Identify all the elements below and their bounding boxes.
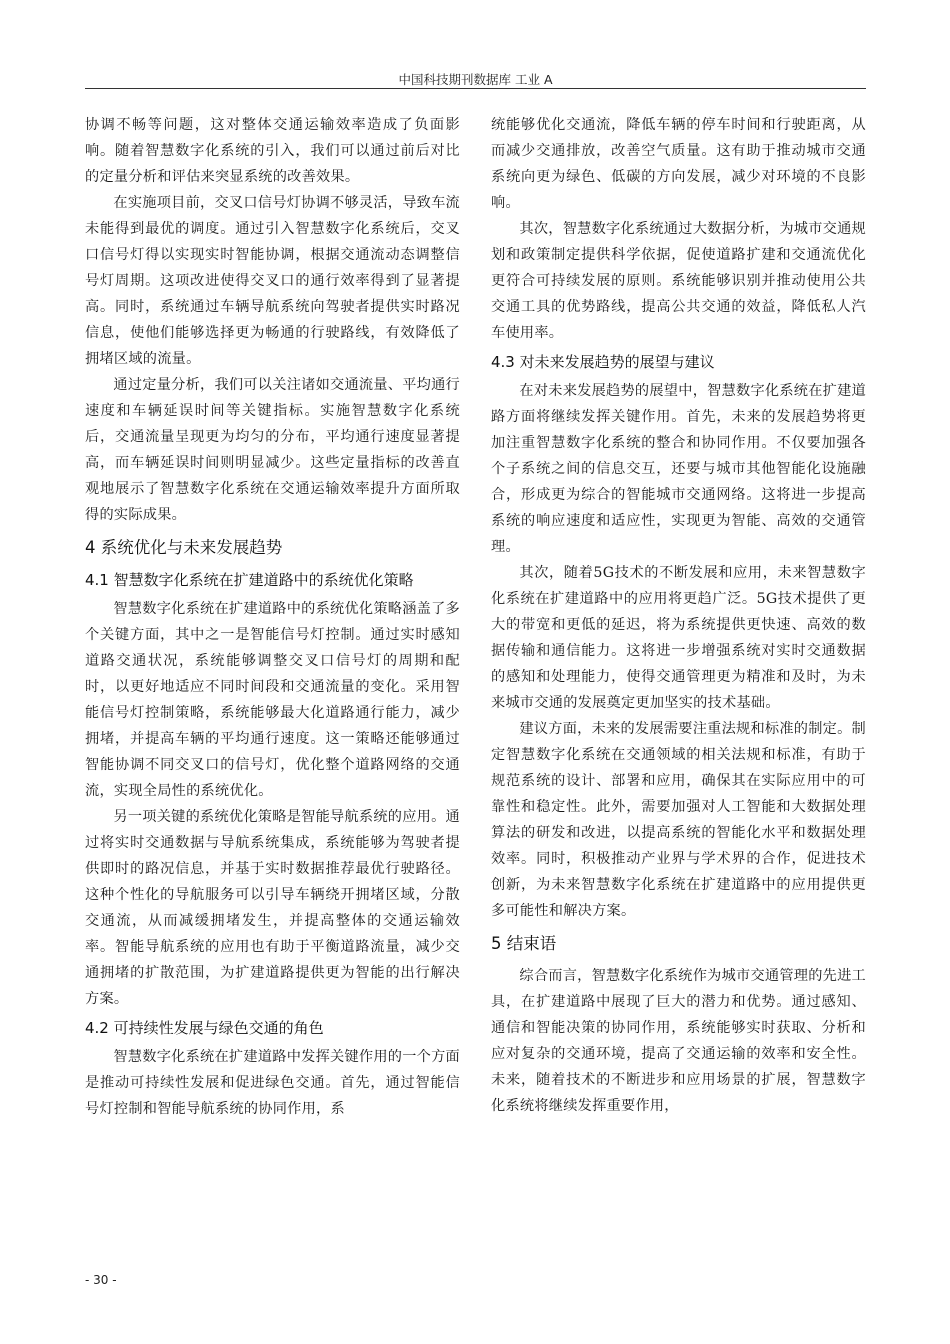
section-heading-5: 5 结束语: [491, 934, 557, 953]
paragraph: 在对未来发展趋势的展望中，智慧数字化系统在扩建道路方面将继续发挥关键作用。首先，未来的发展趋势将更加注重智慧数字化系统的整合和协同作用。不仅要加强各个子系统之间的信息交互，还要与城市其他智能化设施融合，形成更为综合的智能城市交通网络。这将进一步提高系统的响应速度和适应性，实现更为智能、高效的交通管理。: [491, 383, 866, 555]
paragraph: 其次，随着5G技术的不断发展和应用，未来智慧数字化系统在扩建道路中的应用将更趋广泛。5G技术提供了更大的带宽和更低的延迟，将为系统提供更快速、高效的数据传输和通信能力。这将进一步增强系统对实时交通数据的感知和处理能力，使得交通管理更为精准和及时，为未来城市交通的发展奠定更加坚实的技术基础。: [491, 565, 866, 711]
section-heading-4: 4 系统优化与未来发展趋势: [85, 538, 283, 557]
paragraph: 智慧数字化系统在扩建道路中的系统优化策略涵盖了多个关键方面，其中之一是智能信号灯控制。通过实时感知道路交通状况，系统能够调整交叉口信号灯的周期和配时，以更好地适应不同时间段和交通流量的变化。采用智能信号灯控制策略，系统能够最大化道路通行能力，减少拥堵，并提高车辆的平均通行速度。这一策略还能够通过智能协调不同交叉口的信号灯，优化整个道路网络的交通流，实现全局性的系统优化。: [85, 601, 460, 799]
subsection-heading-4-3: 4.3 对未来发展趋势的展望与建议: [491, 353, 715, 371]
subsection-heading-4-2: 4.2 可持续性发展与绿色交通的角色: [85, 1019, 324, 1037]
left-column: [85, 112, 460, 1122]
paragraph: 其次，智慧数字化系统通过大数据分析，为城市交通规划和政策制定提供科学依据，促使道路扩建和交通流优化更符合可持续发展的原则。系统能够识别并推动使用公共交通工具的优势路线，提高公共交通的效益，降低私人汽车使用率。: [491, 221, 866, 341]
page-number: - 30 -: [85, 1273, 117, 1287]
journal-header: 中国科技期刊数据库 工业 A: [398, 72, 553, 87]
paragraph: 在实施项目前，交叉口信号灯协调不够灵活，导致车流未能得到最优的调度。通过引入智慧数字化系统后，交叉口信号灯得以实现实时智能协调，根据交通流动态调整信号灯周期。这项改进使得交叉口的通行效率得到了显著提高。同时，系统通过车辆导航系统向驾驶者提供实时路况信息，使他们能够选择更为畅通的行驶路线，有效降低了拥堵区域的流量。: [85, 195, 460, 367]
header-rule: [85, 88, 866, 89]
right-column: [491, 112, 866, 1119]
paragraph: 建议方面，未来的发展需要注重法规和标准的制定。制定智慧数字化系统在交通领域的相关法规和标准，有助于规范系统的设计、部署和应用，确保其在实际应用中的可靠性和稳定性。此外，需要加强对人工智能和大数据处理算法的研发和改进，以提高系统的智能化水平和数据处理效率。同时，积极推动产业界与学术界的合作，促进技术创新，为未来智慧数字化系统在扩建道路中的应用提供更多可能性和解决方案。: [491, 721, 866, 919]
subsection-heading-4-1: 4.1 智慧数字化系统在扩建道路中的系统优化策略: [85, 571, 414, 589]
paragraph: 协调不畅等问题，这对整体交通运输效率造成了负面影响。随着智慧数字化系统的引入，我们可以通过前后对比的定量分析和评估来突显系统的改善效果。: [85, 117, 460, 185]
paragraph: 智慧数字化系统在扩建道路中发挥关键作用的一个方面是推动可持续性发展和促进绿色交通。首先，通过智能信号灯控制和智能导航系统的协同作用，系: [85, 1049, 460, 1117]
paragraph: 综合而言，智慧数字化系统作为城市交通管理的先进工具，在扩建道路中展现了巨大的潜力和优势。通过感知、通信和智能决策的协同作用，系统能够实时获取、分析和应对复杂的交通环境，提高了交通运输的效率和安全性。未来，随着技术的不断进步和应用场景的扩展，智慧数字化系统将继续发挥重要作用，: [491, 968, 866, 1114]
paragraph: 通过定量分析，我们可以关注诸如交通流量、平均通行速度和车辆延误时间等关键指标。实施智慧数字化系统后，交通流量呈现更为均匀的分布，平均通行速度显著提高，而车辆延误时间则明显减少。这些定量指标的改善直观地展示了智慧数字化系统在交通运输效率提升方面所取得的实际成果。: [85, 377, 460, 523]
paragraph: 另一项关键的系统优化策略是智能导航系统的应用。通过将实时交通数据与导航系统集成，系统能够为驾驶者提供即时的路况信息，并基于实时数据推荐最优行驶路径。这种个性化的导航服务可以引导车辆绕开拥堵区域，分散交通流，从而减缓拥堵发生，并提高整体的交通运输效率。智能导航系统的应用也有助于平衡道路流量，减少交通拥堵的扩散范围，为扩建道路提供更为智能的出行解决方案。: [85, 809, 460, 1007]
paragraph: 统能够优化交通流，降低车辆的停车时间和行驶距离，从而减少交通排放，改善空气质量。这有助于推动城市交通系统向更为绿色、低碳的方向发展，减少对环境的不良影响。: [491, 117, 866, 211]
